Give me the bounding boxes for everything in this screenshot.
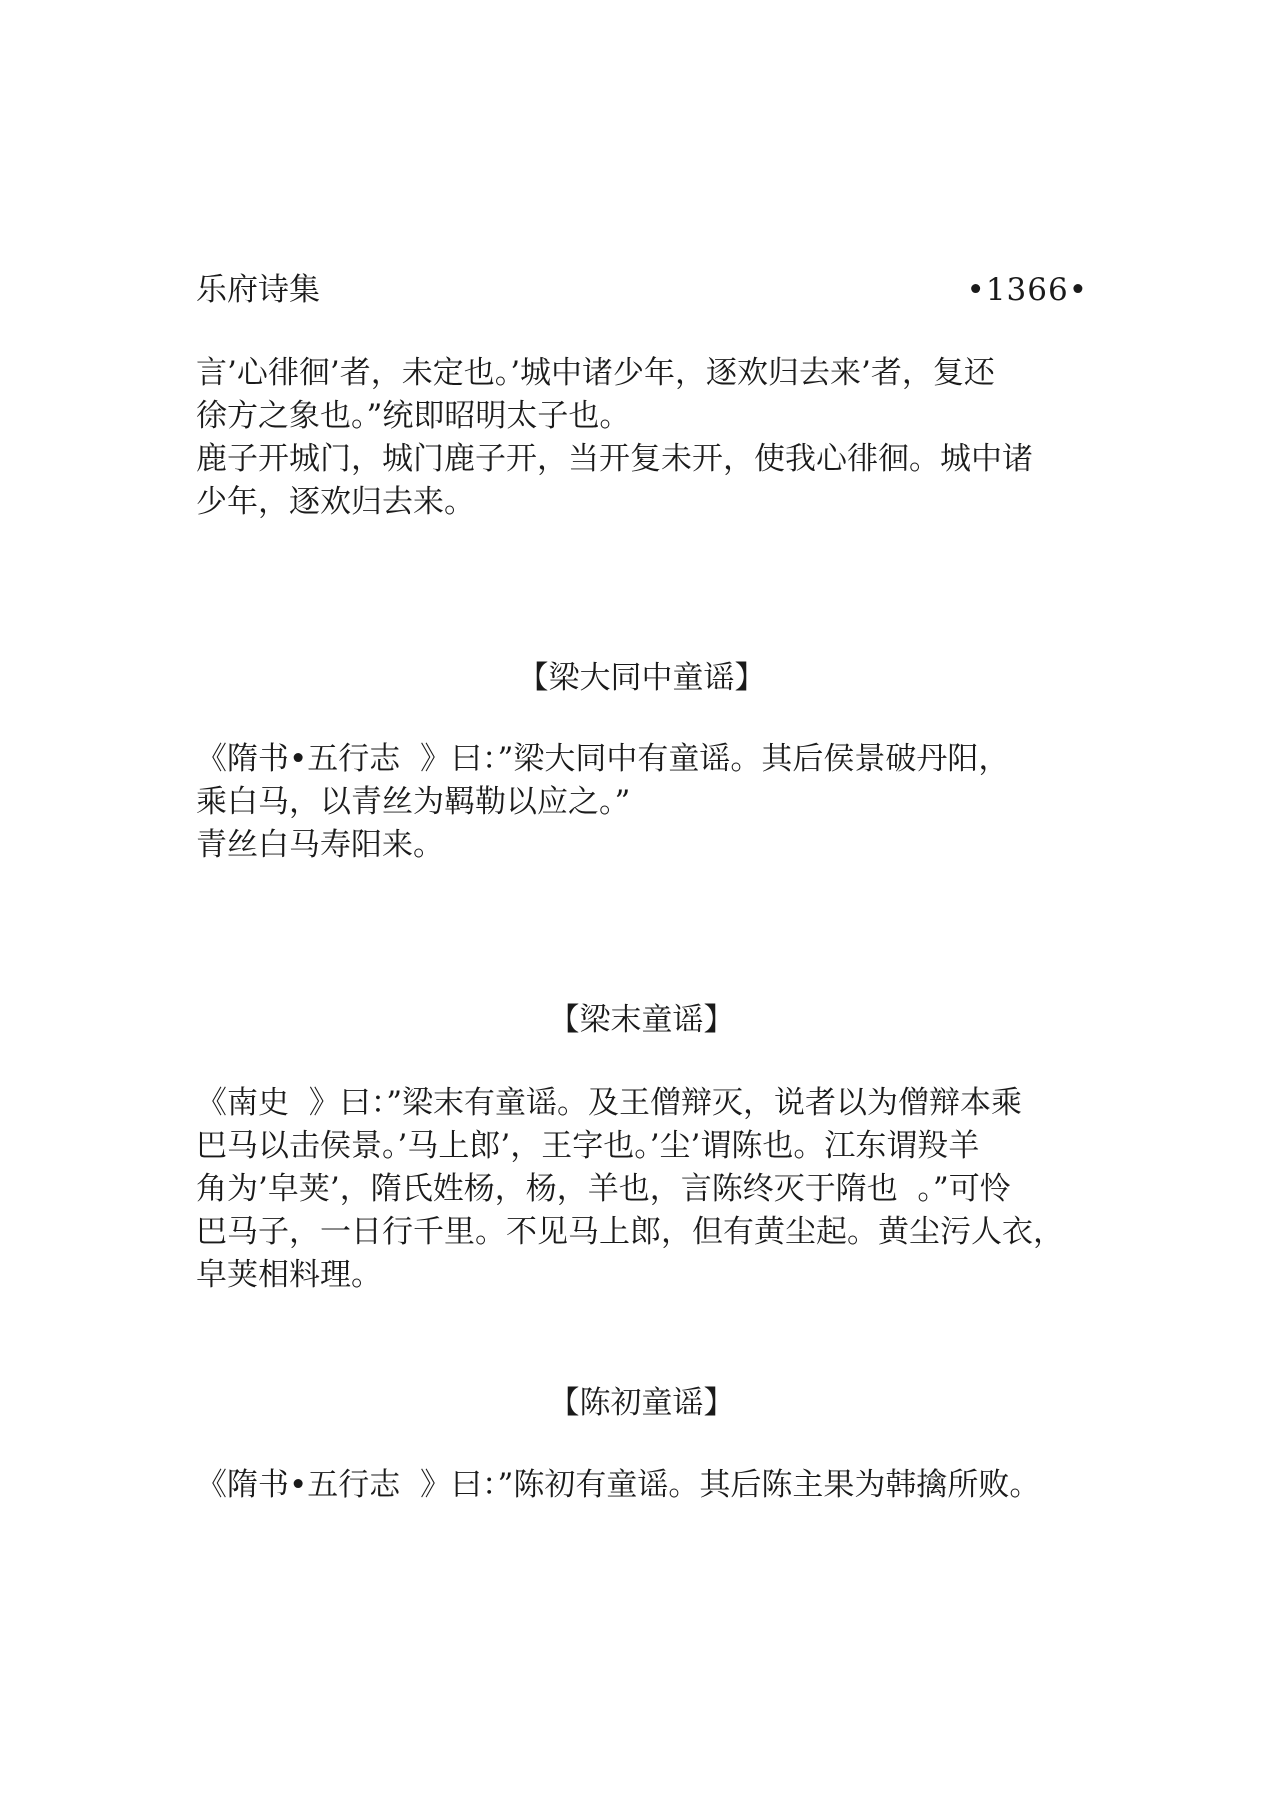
section-heading: 【梁大同中童谣】	[517, 660, 766, 696]
section-body	[196, 738, 1096, 867]
text-line: 《南史 》曰：”梁末有童谣。及王僧辩灭，说者以为僧辩本乘	[196, 1085, 1023, 1121]
section-heading: 【陈初童谣】	[548, 1385, 735, 1421]
text-line: 皁荚相料理。	[196, 1257, 382, 1293]
section-heading: 【梁末童谣】	[548, 1002, 735, 1038]
text-line: 言’心徘徊’者，未定也。’城中诸少年，逐欢归去来’者，复还	[196, 355, 995, 391]
text-line: 徐方之象也。”统即昭明太子也。	[196, 398, 631, 434]
intro-paragraph	[196, 352, 1096, 524]
text-line: 《隋书•五行志 》曰：”陈初有童谣。其后陈主果为韩擒所败。	[196, 1467, 1041, 1503]
page-header	[196, 268, 1088, 312]
text-line: 角为’皁荚’，隋氏姓杨，杨，羊也，言陈终灭于隋也 。”可怜	[196, 1171, 1011, 1207]
section-body	[196, 1082, 1096, 1297]
text-line: 少年，逐欢归去来。	[196, 484, 475, 520]
text-line: 青丝白马寿阳来。	[196, 827, 444, 863]
text-line: 《隋书•五行志 》曰：”梁大同中有童谣。其后侯景破丹阳，	[196, 741, 1010, 777]
book-title: 乐府诗集	[196, 272, 320, 308]
text-line: 巴马以击侯景。’马上郎’，王字也。’尘’谓陈也。江东谓羖羊	[196, 1128, 980, 1164]
page-number: •1366•	[966, 272, 1088, 308]
section-body	[196, 1464, 1096, 1507]
text-line: 巴马子，一日行千里。不见马上郎，但有黄尘起。黄尘污人衣，	[196, 1214, 1064, 1250]
text-line: 乘白马，以青丝为羁勒以应之。”	[196, 784, 631, 820]
text-line: 鹿子开城门，城门鹿子开，当开复未开，使我心徘徊。城中诸	[196, 441, 1033, 477]
